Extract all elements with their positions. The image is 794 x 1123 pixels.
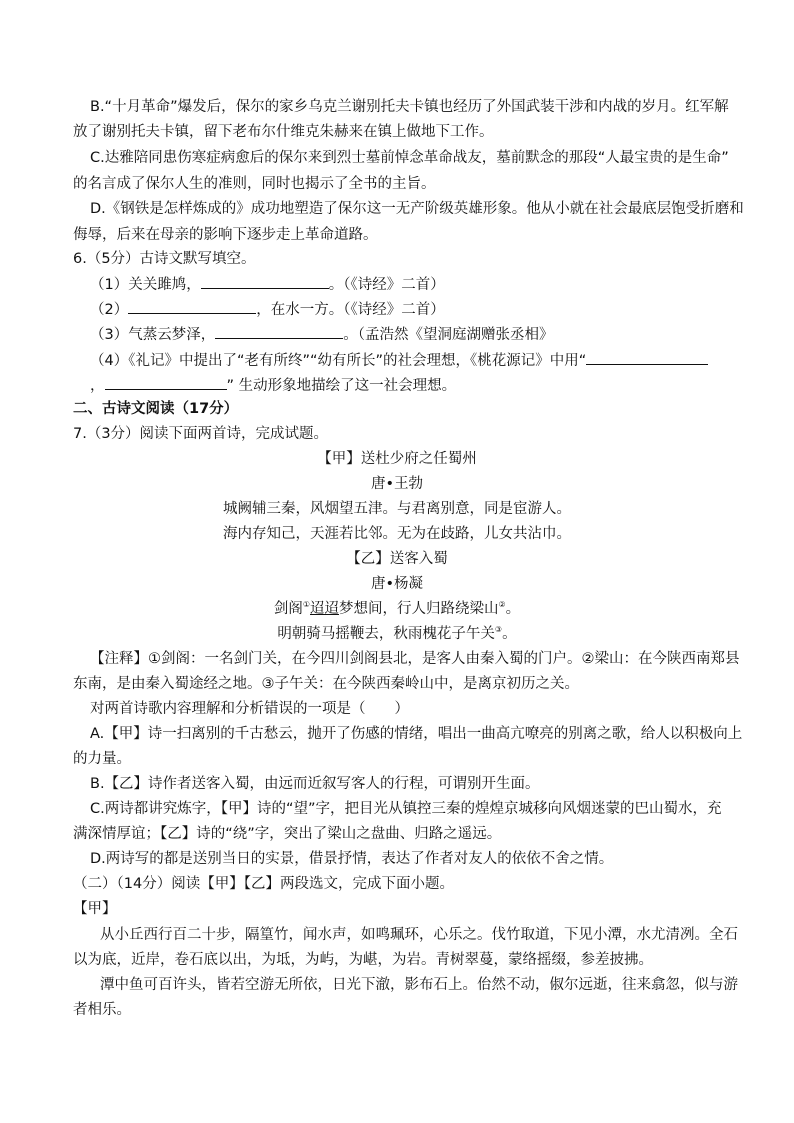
passage-line-2: 以为底，近岸，卷石底以出，为坻，为屿，为嵁，为岩。青树翠蔓，蒙络摇缀，参差披拂。 xyxy=(73,952,653,968)
item-4-comma: ， xyxy=(90,378,105,394)
item-2-suffix: ，在水一方。（《诗经》二首） xyxy=(256,302,445,318)
passage-line-4: 者相乐。 xyxy=(73,1002,131,1018)
question-6-item-4 xyxy=(90,350,708,371)
section-2-heading: 二、古诗文阅读（17分） xyxy=(73,401,239,417)
option-d-line-1: D.《钢铁是怎样炼成的》成功地塑造了保尔这一无产阶级英雄形象。他从小就在社会最底层饱受折磨和 xyxy=(90,201,744,217)
question-6-heading: 6.（5分）古诗文默写填空。 xyxy=(73,251,256,267)
choice-a-line-1[interactable]: A.【甲】诗一扫离别的千古愁云，抛开了伤感的情绪，唱出一曲高亢嘹亮的别离之歌，给人以积极向上 xyxy=(90,726,743,742)
note-marker-3: ③ xyxy=(494,625,503,635)
passage-line-3: 潭中鱼可百许头，皆若空游无所依，日光下澈，影布石上。佁然不动，俶尔远逝，往来翕忽，似与游 xyxy=(100,977,738,993)
option-c-line-2: 的名言成了保尔人生的准则，同时也揭示了全书的主旨。 xyxy=(73,176,436,192)
question-6-item-1 xyxy=(90,274,445,295)
note-marker-2: ② xyxy=(498,600,506,610)
answer-blank-4b[interactable] xyxy=(105,375,227,390)
choice-c-line-2[interactable]: 满深情厚谊；【乙】诗的“绕”字，突出了梁山之盘曲、归路之遥远。 xyxy=(73,826,502,842)
answer-blank-2[interactable] xyxy=(128,299,256,314)
choice-a-line-2[interactable]: 的力量。 xyxy=(73,751,131,767)
poem-2-line-2 xyxy=(0,624,794,644)
poem-1-author: 唐•王勃 xyxy=(370,476,424,492)
note-marker-1: ① xyxy=(302,600,310,610)
choice-b[interactable]: B.【乙】诗作者送客入蜀，由远而近叙写客人的行程，可谓别开生面。 xyxy=(90,776,540,792)
poem-2-line-1 xyxy=(0,599,794,619)
question-6-item-2 xyxy=(90,299,445,320)
passage-jia-label: 【甲】 xyxy=(73,901,117,917)
item-3-suffix: 。（孟浩然《望洞庭湖赠张丞相》 xyxy=(343,327,554,343)
question-6-item-4-cont xyxy=(90,375,456,396)
poem-2-text: 梦想间，行人归路绕梁山 xyxy=(339,601,499,617)
item-4-text: （4）《礼记》中提出了“老有所终”“幼有所长”的社会理想，《桃花源记》中用“ xyxy=(90,353,587,369)
question-7-prompt: 对两首诗歌内容理解和分析错误的一项是（ ） xyxy=(90,701,409,717)
item-4-suffix: ” 生动形象地描绘了这一社会理想。 xyxy=(226,378,457,394)
poem-1-title: 【甲】送杜少府之任蜀州 xyxy=(317,451,477,467)
poem-1-line-1: 城阙辅三秦，风烟望五津。与君离别意，同是宦游人。 xyxy=(223,501,571,517)
item-2-prefix: （2） xyxy=(90,302,129,318)
poem-2-author: 唐•杨凝 xyxy=(370,576,424,592)
poem-1-line-2: 海内存知己，天涯若比邻。无为在歧路，儿女共沾巾。 xyxy=(223,526,571,542)
poem-2-text: 。 xyxy=(505,601,521,617)
option-b-line-2: 放了谢别托夫卡镇，留下老布尔什维克朱赫来在镇上做地下工作。 xyxy=(73,124,494,140)
option-c-line-1: C.达雅陪同患伤寒症病愈后的保尔来到烈士墓前悼念革命战友，墓前默念的那段“人最宝贵的是生命” xyxy=(90,150,729,166)
passage-line-1: 从小丘西行百二十步，隔篁竹，闻水声，如鸣珮环，心乐之。伐竹取道，下见小潭，水尤清冽。全石 xyxy=(100,927,738,943)
question-7-heading: 7.（3分）阅读下面两首诗，完成试题。 xyxy=(73,426,329,442)
poem-2-title: 【乙】送客入蜀 xyxy=(346,551,448,567)
poem-2-text: 。 xyxy=(502,626,517,642)
poem-2-text: 剑阁 xyxy=(273,601,303,617)
answer-blank-4a[interactable] xyxy=(586,350,708,365)
item-1-prefix: （1）关关雎鸠， xyxy=(90,277,201,293)
part-2-heading: （二）（14分）阅读【甲】【乙】两段选文，完成下面小题。 xyxy=(73,876,454,892)
poem-2-text: 明朝骑马摇鞭去，秋雨槐花子午关 xyxy=(277,626,495,642)
option-b-line-1: B.“十月革命”爆发后，保尔的家乡乌克兰谢别托夫卡镇也经历了外国武装干涉和内战的岁月。红军解 xyxy=(90,99,729,115)
choice-d[interactable]: D.两诗写的都是送别当日的实景，借景抒情，表达了作者对友人的依依不舍之情。 xyxy=(90,851,614,867)
underlined-word: 迢迢 xyxy=(310,601,339,617)
choice-c-line-1[interactable]: C.两诗都讲究炼字，【甲】诗的“望”字，把目光从镇控三秦的煌煌京城移向风烟迷蒙的巴山蜀水，充 xyxy=(90,801,722,817)
notes-line-1: 【注释】①剑阁：一名剑门关，在今四川剑阁县北，是客人由秦入蜀的门户。②梁山：在今陕西南郑县 xyxy=(90,651,740,667)
item-3-prefix: （3）气蒸云梦泽， xyxy=(90,327,216,343)
answer-blank-1[interactable] xyxy=(201,274,329,289)
item-1-suffix: 。（《诗经》二首） xyxy=(328,277,445,293)
option-d-line-2: 侮辱，后来在母亲的影响下逐步走上革命道路。 xyxy=(73,227,378,243)
answer-blank-3[interactable] xyxy=(215,324,343,339)
notes-line-2: 东南，是由秦入蜀途经之地。③子午关：在今陕西秦岭山中，是离京初历之关。 xyxy=(73,676,579,692)
question-6-item-3 xyxy=(90,324,553,345)
